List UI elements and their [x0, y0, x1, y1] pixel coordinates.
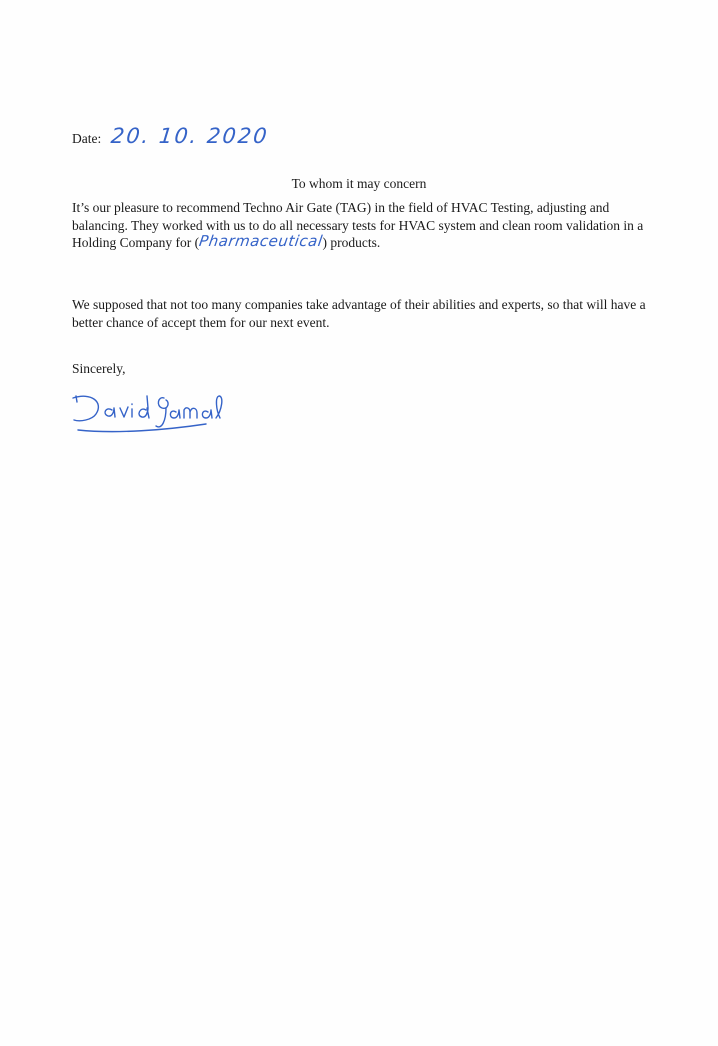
salutation: To whom it may concern: [291, 176, 427, 191]
date-line: [72, 124, 269, 148]
recommendation-paragraph: [72, 199, 652, 252]
date-label: Date:: [72, 131, 102, 146]
handwritten-date: 20. 10. 2020: [109, 124, 271, 148]
paragraph-text-end: ) products.: [322, 235, 381, 250]
signature: [66, 390, 236, 440]
paragraph-text-start: It’s our pleasure to recommend Techno Air Gate (TAG) in the field of HVAC Testing, adjusting and balancing. They worked with us to do all necessary tests for HVAC system and clean room validation in a Holding Company for (: [72, 200, 644, 250]
handwritten-industry: Pharmaceutical: [198, 232, 324, 250]
second-paragraph: We supposed that not too many companies take advantage of their abilities and experts, so that will have a better chance of accept them for our next event.: [72, 297, 646, 330]
closing: Sincerely,: [72, 361, 126, 376]
